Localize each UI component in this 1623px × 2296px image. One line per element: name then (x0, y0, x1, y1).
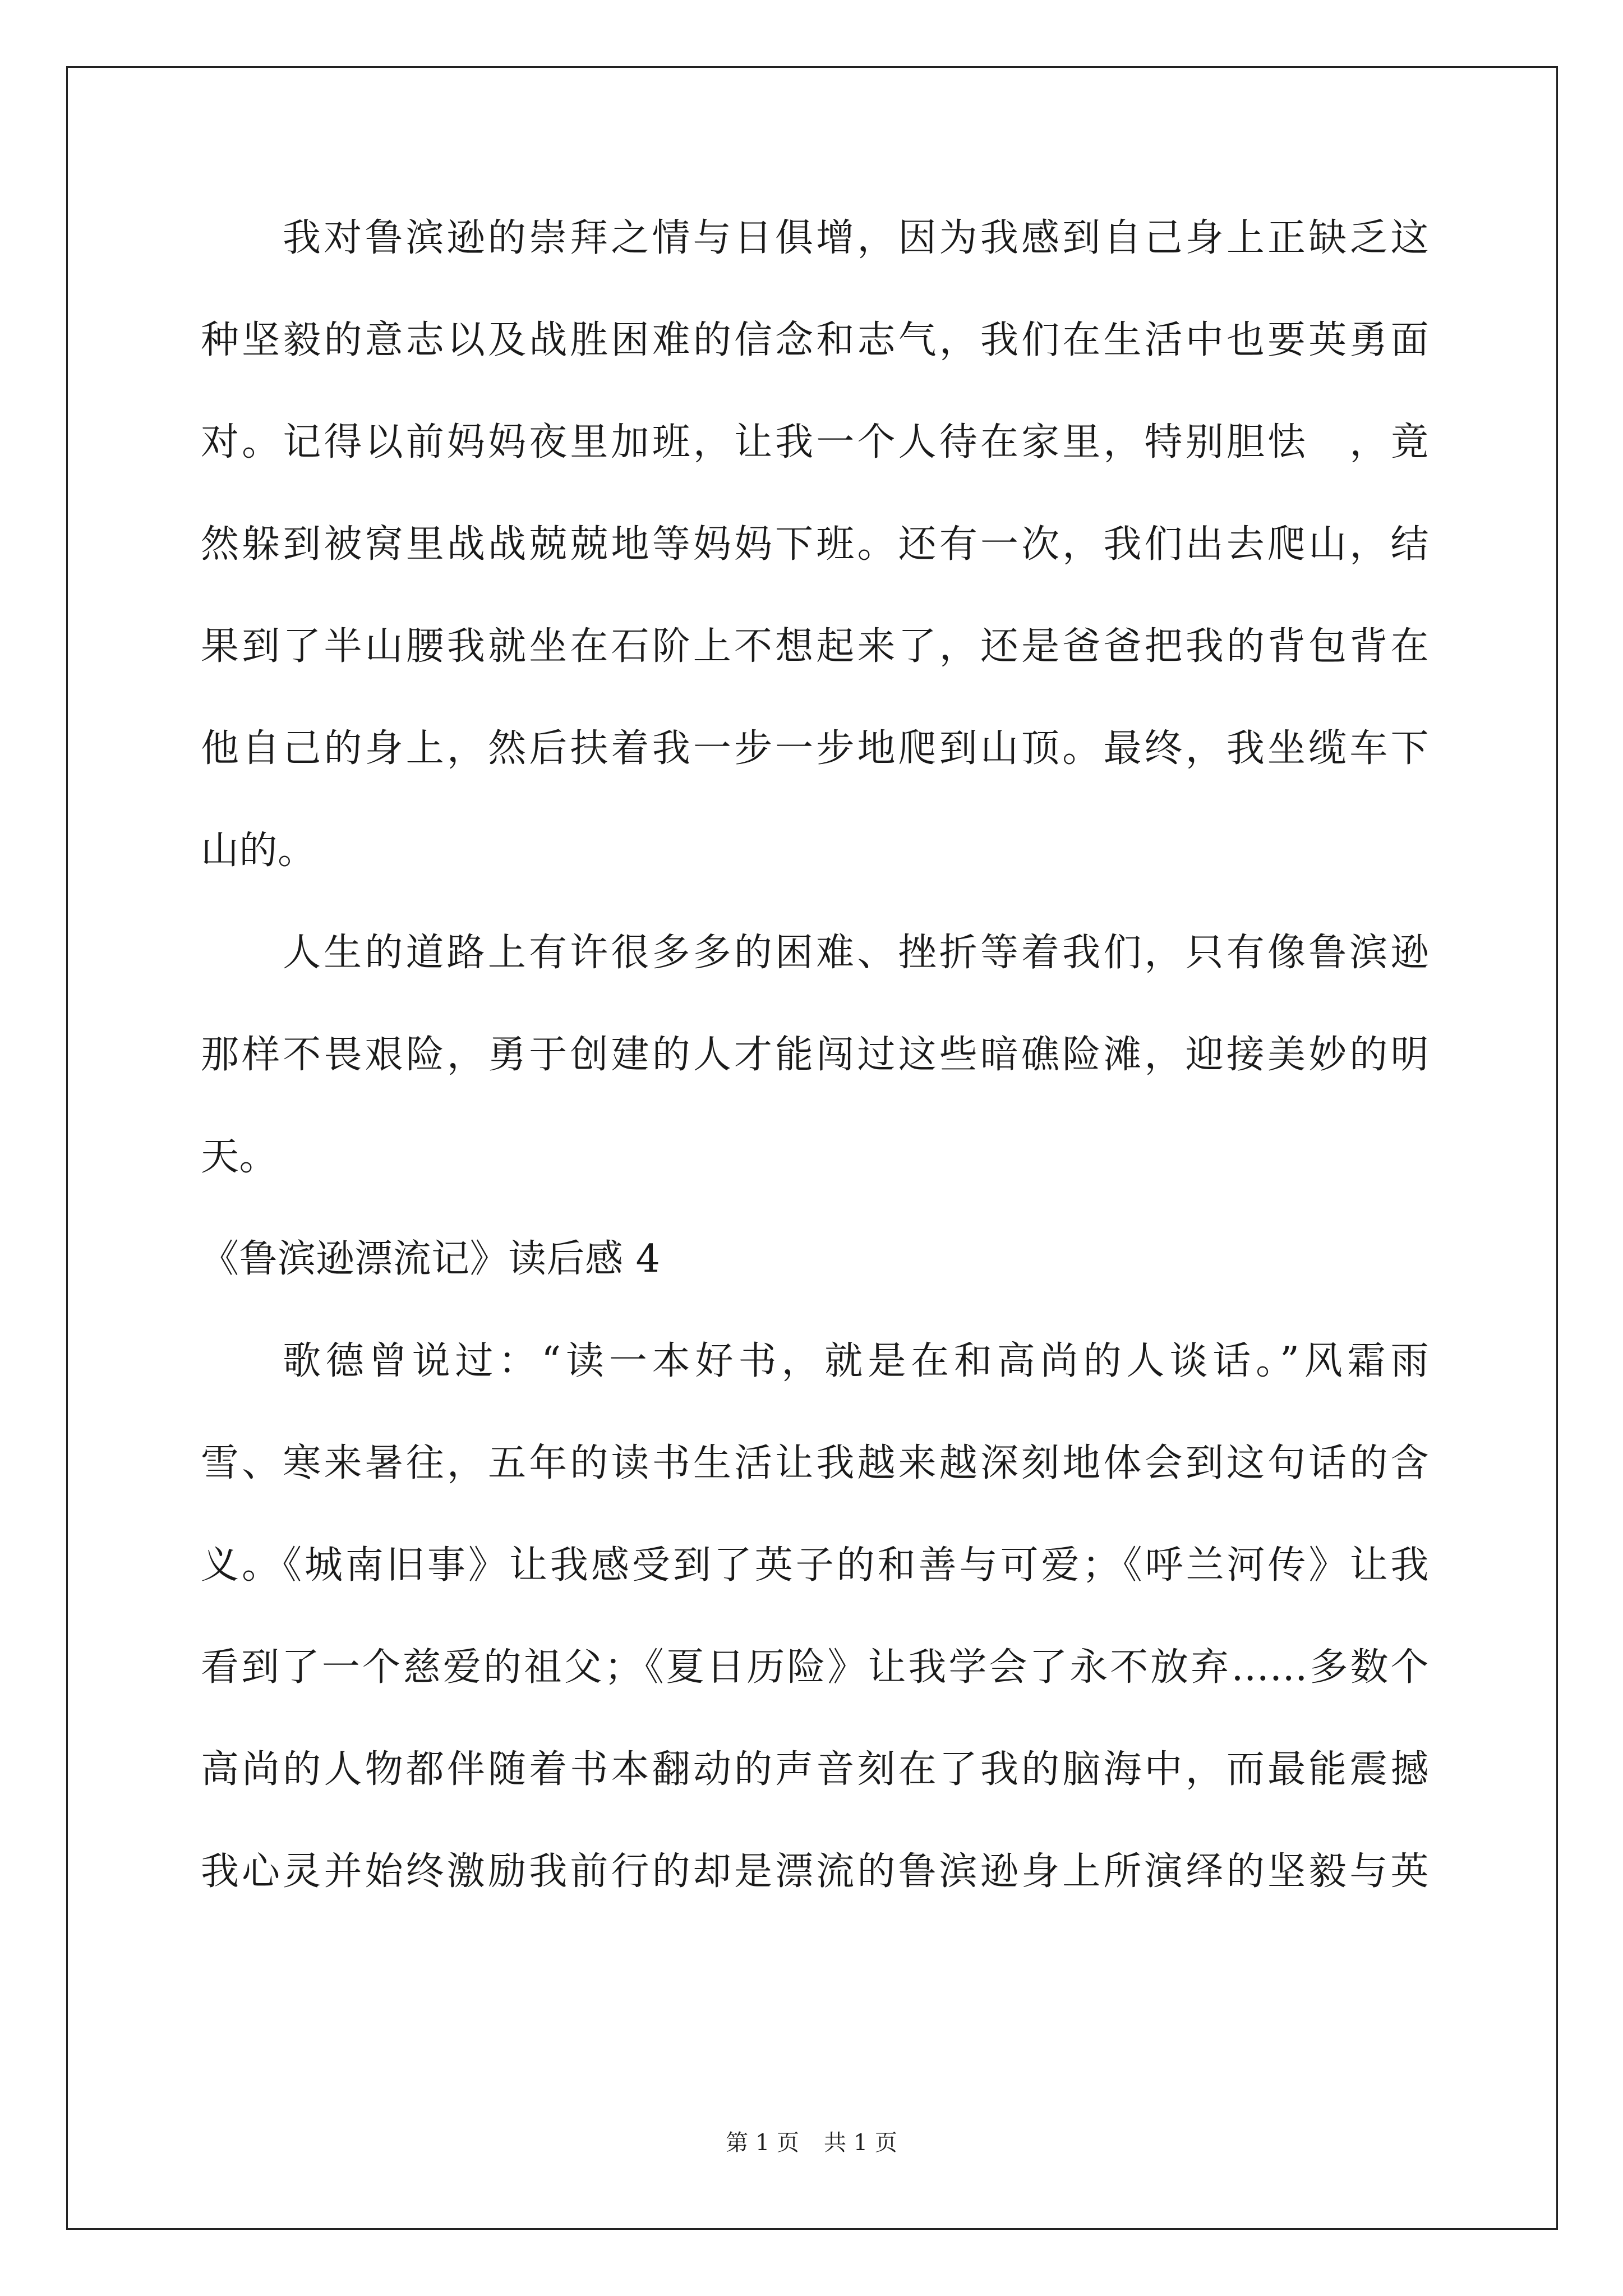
paragraph-line: 歌德曾说过：“读一本好书，就是在和高尚的人谈话。”风霜雨 (283, 1339, 1429, 1383)
page-total: 共 1 页 (824, 2130, 897, 2156)
paragraph-line: 果到了半山腰我就坐在石阶上不想起来了，还是爸爸把我的背包背在 (201, 624, 1429, 669)
paragraph-line: 对。记得以前妈妈夜里加班，让我一个人待在家里，特别胆怯 ，竟 (201, 420, 1429, 464)
paragraph-line: 人生的道路上有许很多多的困难、挫折等着我们，只有像鲁滨逊 (283, 931, 1429, 975)
page-number: 第 1 页 (726, 2130, 799, 2156)
paragraph-line: 我对鲁滨逊的崇拜之情与日俱增，因为我感到自己身上正缺乏这 (283, 216, 1429, 260)
paragraph-line: 义。《城南旧事》让我感受到了英子的和善与可爱；《呼兰河传》让我 (201, 1543, 1429, 1588)
paragraph-line: 他自己的身上，然后扶着我一步一步地爬到山顶。最终，我坐缆车下 (201, 726, 1429, 771)
page-footer (0, 2127, 1623, 2159)
paragraph-line: 天。 (201, 1135, 278, 1179)
paragraph-line: 雪、寒来暑往，五年的读书生活让我越来越深刻地体会到这句话的含 (201, 1441, 1429, 1485)
section-heading: 《鲁滨逊漂流记》读后感 4 (201, 1237, 661, 1281)
page-border (66, 66, 1558, 2230)
paragraph-line: 然躲到被窝里战战兢兢地等妈妈下班。还有一次，我们出去爬山，结 (201, 522, 1429, 567)
paragraph-line: 高尚的人物都伴随着书本翻动的声音刻在了我的脑海中，而最能震撼 (201, 1747, 1429, 1792)
paragraph-line: 种坚毅的意志以及战胜困难的信念和志气，我们在生活中也要英勇面 (201, 318, 1429, 362)
paragraph-line: 看到了一个慈爱的祖父；《夏日历险》让我学会了永不放弃……多数个 (201, 1645, 1429, 1690)
paragraph-line: 那样不畏艰险，勇于创建的人才能闯过这些暗礁险滩，迎接美妙的明 (201, 1033, 1429, 1077)
paragraph-line: 我心灵并始终激励我前行的却是漂流的鲁滨逊身上所演绎的坚毅与英 (201, 1849, 1429, 1894)
paragraph-line: 山的。 (201, 829, 316, 873)
